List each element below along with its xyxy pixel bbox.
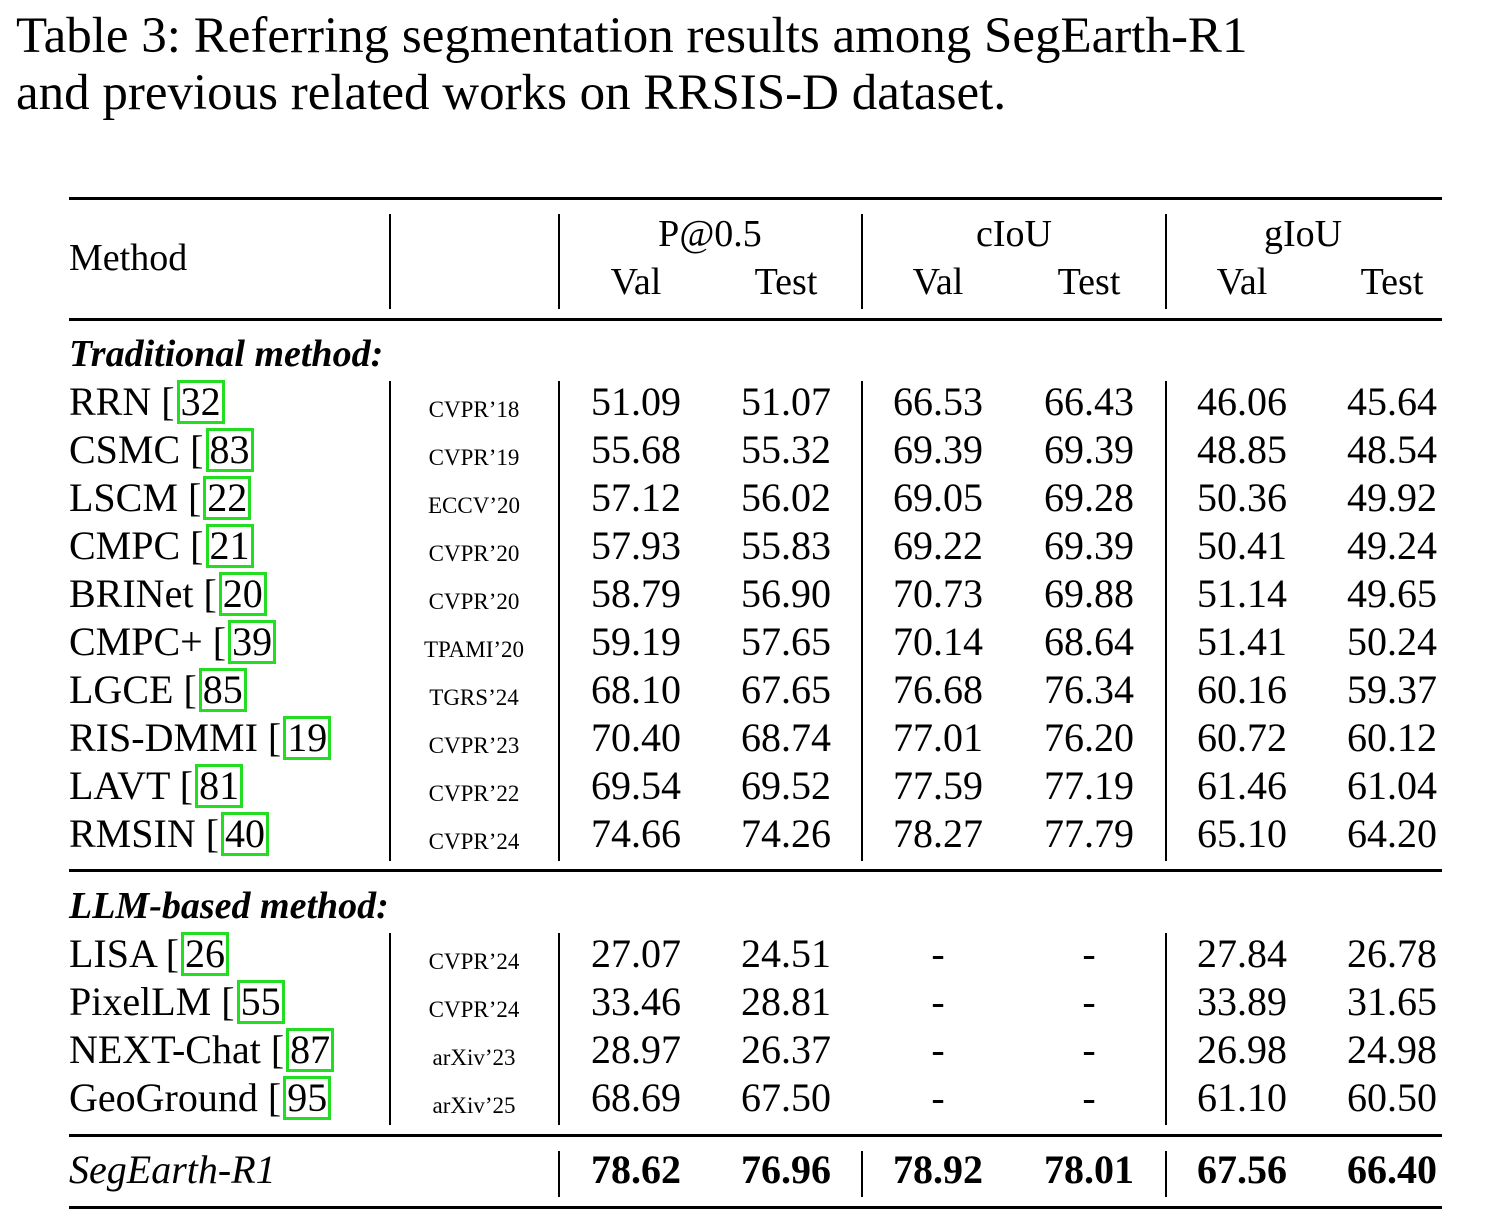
- vrule-trad-4: [1165, 381, 1167, 861]
- value-ciou-test: 69.88: [1044, 571, 1134, 616]
- bottom-rule: [69, 1206, 1442, 1209]
- value-ciou-val: 76.68: [893, 667, 983, 712]
- table-row: [0, 522, 1494, 570]
- venue-label: CVPR’24: [428, 829, 520, 854]
- value-p05-val: 28.97: [591, 1027, 681, 1072]
- vrule-ours-1: [558, 1151, 560, 1197]
- value-giou-val: 26.98: [1197, 1027, 1287, 1072]
- section-llm: LLM-based method:: [69, 885, 389, 927]
- venue-label: CVPR’20: [428, 589, 520, 614]
- value-ciou-test: 69.39: [1044, 427, 1134, 472]
- method-label: LGCE: [69, 667, 174, 712]
- venue-label: CVPR’23: [428, 733, 520, 758]
- citation-link[interactable]: 20: [219, 572, 267, 616]
- value-ciou-val: 78.27: [893, 811, 983, 856]
- value-p05-val: 33.46: [591, 979, 681, 1024]
- method-name: RMSIN [ 40: [69, 810, 269, 858]
- citation-link[interactable]: 85: [199, 668, 247, 712]
- venue-label: CVPR’18: [428, 397, 520, 422]
- method-label: BRINet: [69, 571, 194, 616]
- value-ciou-test: 69.39: [1044, 523, 1134, 568]
- value-p05-test: 68.74: [741, 715, 831, 760]
- header-sub-ciou-val: Val: [912, 261, 964, 303]
- value-giou-val: 51.41: [1197, 619, 1287, 664]
- value-p05-val: 59.19: [591, 619, 681, 664]
- vrule-llm-1: [389, 933, 391, 1125]
- value-p05-test: 67.50: [741, 1075, 831, 1120]
- value-ciou-test: -: [1082, 931, 1096, 976]
- citation-link[interactable]: 55: [237, 980, 285, 1024]
- value-giou-test: 61.04: [1347, 763, 1437, 808]
- method-name: RRN [ 32: [69, 378, 225, 426]
- header-group-p05: P@0.5: [658, 213, 762, 255]
- citation-link[interactable]: 40: [221, 812, 269, 856]
- value-ciou-val: 69.39: [893, 427, 983, 472]
- venue-label: arXiv’25: [432, 1093, 516, 1118]
- method-label: RMSIN: [69, 811, 196, 856]
- method-name: PixelLM [ 55: [69, 978, 285, 1026]
- vrule-trad-3: [861, 381, 863, 861]
- value-giou-val: 33.89: [1197, 979, 1287, 1024]
- value-giou-val: 61.46: [1197, 763, 1287, 808]
- table-row: [0, 1026, 1494, 1074]
- header-group-ciou: cIoU: [976, 213, 1052, 255]
- value-giou-test: 49.92: [1347, 475, 1437, 520]
- value-p05-test: 51.07: [741, 379, 831, 424]
- method-label: LAVT: [69, 763, 170, 808]
- value-ciou-test: 76.34: [1044, 667, 1134, 712]
- citation-link[interactable]: 21: [206, 524, 254, 568]
- value-giou-test: 45.64: [1347, 379, 1437, 424]
- value-ciou-test: 66.43: [1044, 379, 1134, 424]
- venue-label: TPAMI’20: [423, 637, 525, 662]
- value-p05-val: 68.10: [591, 667, 681, 712]
- header-sub-p05-val: Val: [610, 261, 662, 303]
- value-p05-val: 70.40: [591, 715, 681, 760]
- value-giou-val: 48.85: [1197, 427, 1287, 472]
- value-p05-test: 56.02: [741, 475, 831, 520]
- vrule-trad-2: [558, 381, 560, 861]
- citation-link[interactable]: 19: [283, 716, 331, 760]
- method-name-ours: SegEarth-R1: [69, 1147, 276, 1192]
- table-row: [0, 666, 1494, 714]
- value-giou-test: 64.20: [1347, 811, 1437, 856]
- method-label: RRN: [69, 379, 152, 424]
- header-sub-p05-test: Test: [754, 261, 818, 303]
- value-giou-val: 51.14: [1197, 571, 1287, 616]
- method-label: CMPC+: [69, 619, 203, 664]
- method-label: GeoGround: [69, 1075, 258, 1120]
- value-p05-val: 74.66: [591, 811, 681, 856]
- method-label: CMPC: [69, 523, 181, 568]
- method-name: BRINet [ 20: [69, 570, 267, 618]
- value-giou-test: 31.65: [1347, 979, 1437, 1024]
- table-row: [0, 570, 1494, 618]
- value-p05-val: 57.12: [591, 475, 681, 520]
- value-ciou-val: 69.22: [893, 523, 983, 568]
- table-row: [0, 1074, 1494, 1122]
- method-name: CSMC [ 83: [69, 426, 254, 474]
- method-label: PixelLM: [69, 979, 212, 1024]
- value-p05-val: 58.79: [591, 571, 681, 616]
- value-p05-test: 69.52: [741, 763, 831, 808]
- venue-label: ECCV’20: [428, 493, 520, 518]
- method-label: LSCM: [69, 475, 178, 520]
- citation-link[interactable]: 22: [203, 476, 251, 520]
- method-name: LISA [ 26: [69, 930, 229, 978]
- value-giou-test: 48.54: [1347, 427, 1437, 472]
- value-p05-val: 51.09: [591, 379, 681, 424]
- header-sub-giou-val: Val: [1216, 261, 1268, 303]
- vrule-ours-2: [861, 1151, 863, 1197]
- venue-label: arXiv’23: [432, 1045, 516, 1070]
- citation-link[interactable]: 81: [195, 764, 243, 808]
- value-p05-test: 55.83: [741, 523, 831, 568]
- table-row: [0, 810, 1494, 858]
- vrule-header-4: [1165, 214, 1167, 309]
- method-label: LISA: [69, 931, 156, 976]
- method-name: RIS-DMMI [ 19: [69, 714, 331, 762]
- vrule-trad-1: [389, 381, 391, 861]
- value-ciou-val: 70.73: [893, 571, 983, 616]
- table-row: [0, 618, 1494, 666]
- table-caption: Table 3: Referring segmentation results among SegEarth-R1 and previous related works on RRSIS-D dataset.: [16, 8, 1248, 122]
- citation-link[interactable]: 87: [286, 1028, 334, 1072]
- table-row: [0, 978, 1494, 1026]
- citation-link[interactable]: 32: [177, 380, 225, 424]
- value-giou-test: 24.98: [1347, 1027, 1437, 1072]
- value-ciou-val: 77.01: [893, 715, 983, 760]
- value-ciou-val: 77.59: [893, 763, 983, 808]
- method-label: RIS-DMMI: [69, 715, 258, 760]
- value-ciou-test: -: [1082, 1027, 1096, 1072]
- citation-link[interactable]: 83: [206, 428, 254, 472]
- value-ciou-val: -: [931, 931, 945, 976]
- value-ciou-test: -: [1082, 979, 1096, 1024]
- value-p05-test: 28.81: [741, 979, 831, 1024]
- method-label: NEXT-Chat: [69, 1027, 261, 1072]
- ours-ciou-val: 78.92: [893, 1147, 983, 1192]
- section-traditional: Traditional method:: [69, 333, 384, 375]
- value-ciou-val: -: [931, 979, 945, 1024]
- value-ciou-val: -: [931, 1027, 945, 1072]
- vrule-ours-3: [1165, 1151, 1167, 1197]
- value-giou-val: 27.84: [1197, 931, 1287, 976]
- venue-label: CVPR’24: [428, 949, 520, 974]
- value-ciou-test: 69.28: [1044, 475, 1134, 520]
- value-ciou-val: -: [931, 1075, 945, 1120]
- value-p05-test: 56.90: [741, 571, 831, 616]
- value-ciou-test: -: [1082, 1075, 1096, 1120]
- citation-link[interactable]: 26: [181, 932, 229, 976]
- value-giou-test: 59.37: [1347, 667, 1437, 712]
- citation-link[interactable]: 39: [228, 620, 276, 664]
- table-row: [0, 714, 1494, 762]
- mid-rule-2: [69, 1134, 1442, 1137]
- value-giou-test: 26.78: [1347, 931, 1437, 976]
- value-giou-val: 50.41: [1197, 523, 1287, 568]
- ours-p05-test: 76.96: [741, 1147, 831, 1192]
- value-giou-test: 60.12: [1347, 715, 1437, 760]
- value-ciou-test: 76.20: [1044, 715, 1134, 760]
- value-p05-val: 55.68: [591, 427, 681, 472]
- citation-link[interactable]: 95: [283, 1076, 331, 1120]
- method-label: CSMC: [69, 427, 181, 472]
- vrule-header-1: [389, 214, 391, 309]
- venue-label: CVPR’19: [428, 445, 520, 470]
- vrule-header-3: [861, 214, 863, 309]
- top-rule: [69, 197, 1442, 200]
- method-name: LSCM [ 22: [69, 474, 251, 522]
- value-giou-val: 60.72: [1197, 715, 1287, 760]
- method-name: CMPC+ [ 39: [69, 618, 276, 666]
- method-name: GeoGround [ 95: [69, 1074, 331, 1122]
- header-rule: [69, 318, 1442, 321]
- ours-giou-val: 67.56: [1197, 1147, 1287, 1192]
- header-sub-giou-test: Test: [1360, 261, 1424, 303]
- table-row: [0, 762, 1494, 810]
- value-p05-val: 69.54: [591, 763, 681, 808]
- venue-label: CVPR’20: [428, 541, 520, 566]
- value-ciou-val: 70.14: [893, 619, 983, 664]
- value-ciou-val: 69.05: [893, 475, 983, 520]
- header-method: Method: [69, 237, 188, 279]
- value-p05-test: 67.65: [741, 667, 831, 712]
- method-name: LAVT [ 81: [69, 762, 243, 810]
- value-giou-val: 60.16: [1197, 667, 1287, 712]
- value-p05-test: 26.37: [741, 1027, 831, 1072]
- mid-rule-1: [69, 869, 1442, 872]
- value-giou-test: 49.65: [1347, 571, 1437, 616]
- table-row: [0, 930, 1494, 978]
- vrule-llm-2: [558, 933, 560, 1125]
- value-p05-test: 74.26: [741, 811, 831, 856]
- value-p05-val: 57.93: [591, 523, 681, 568]
- value-giou-test: 60.50: [1347, 1075, 1437, 1120]
- value-giou-test: 50.24: [1347, 619, 1437, 664]
- header-sub-ciou-test: Test: [1057, 261, 1121, 303]
- vrule-llm-3: [1165, 933, 1167, 1125]
- value-p05-test: 55.32: [741, 427, 831, 472]
- value-ciou-test: 68.64: [1044, 619, 1134, 664]
- header-group-giou: gIoU: [1263, 213, 1343, 255]
- value-giou-test: 49.24: [1347, 523, 1437, 568]
- table-row-ours: [0, 1146, 1494, 1194]
- value-giou-val: 61.10: [1197, 1075, 1287, 1120]
- method-name: CMPC [ 21: [69, 522, 254, 570]
- vrule-header-2: [558, 214, 560, 309]
- table-row: [0, 426, 1494, 474]
- table-row: [0, 378, 1494, 426]
- value-p05-test: 24.51: [741, 931, 831, 976]
- value-giou-val: 50.36: [1197, 475, 1287, 520]
- ours-ciou-test: 78.01: [1044, 1147, 1134, 1192]
- ours-p05-val: 78.62: [591, 1147, 681, 1192]
- ours-giou-test: 66.40: [1347, 1147, 1437, 1192]
- value-ciou-test: 77.19: [1044, 763, 1134, 808]
- value-ciou-test: 77.79: [1044, 811, 1134, 856]
- value-p05-test: 57.65: [741, 619, 831, 664]
- value-p05-val: 68.69: [591, 1075, 681, 1120]
- venue-label: TGRS’24: [429, 685, 519, 710]
- method-name: NEXT-Chat [ 87: [69, 1026, 334, 1074]
- value-p05-val: 27.07: [591, 931, 681, 976]
- venue-label: CVPR’22: [428, 781, 520, 806]
- value-ciou-val: 66.53: [893, 379, 983, 424]
- value-giou-val: 46.06: [1197, 379, 1287, 424]
- method-name: LGCE [ 85: [69, 666, 247, 714]
- venue-label: CVPR’24: [428, 997, 520, 1022]
- value-giou-val: 65.10: [1197, 811, 1287, 856]
- table-row: [0, 474, 1494, 522]
